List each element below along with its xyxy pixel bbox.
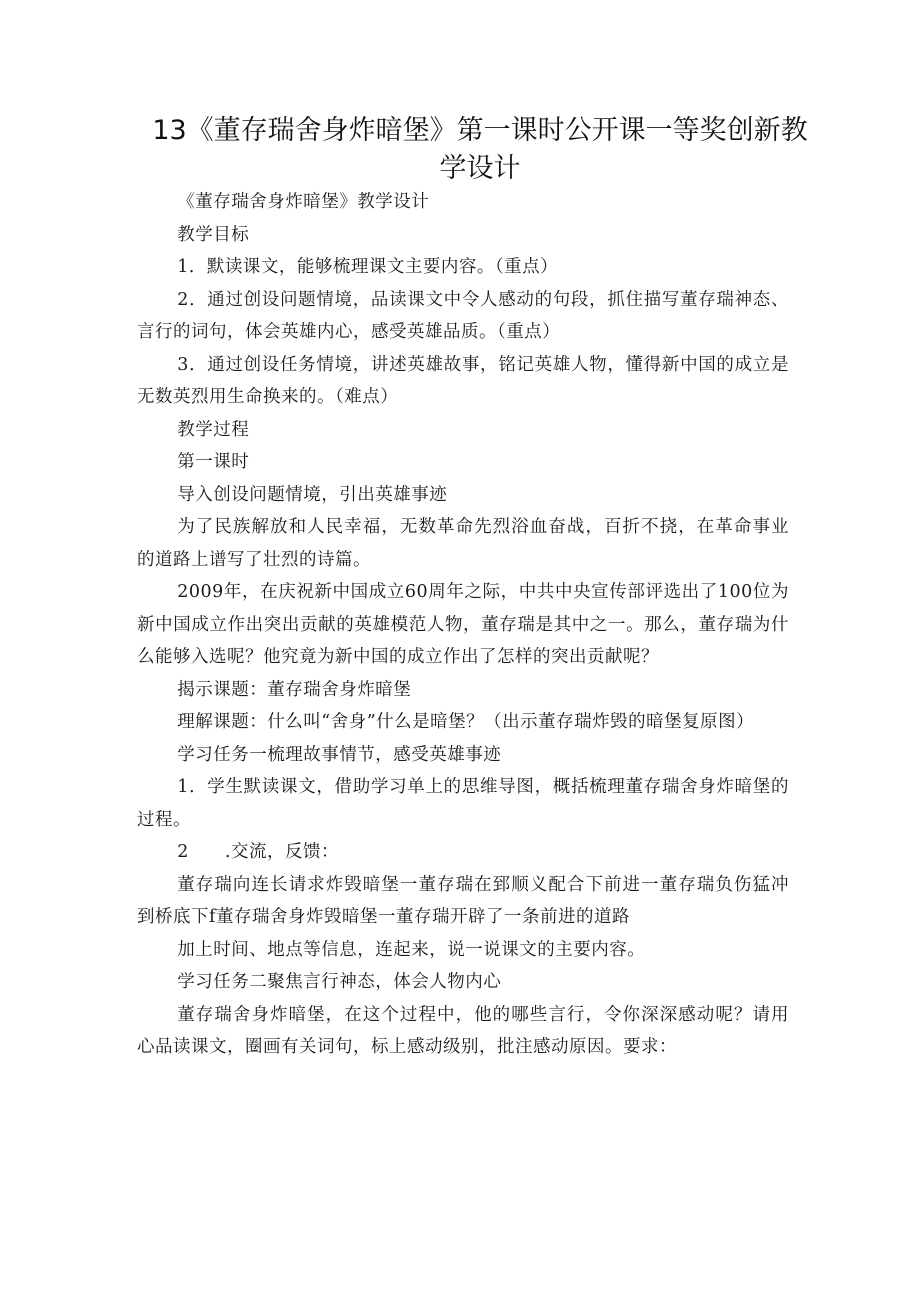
body-paragraph: 理解课题：什么叫“舍身”什么是暗堡？（出示董存瑞炸毁的暗堡复原图） — [177, 712, 755, 732]
section-heading: 教学目标 — [177, 224, 250, 245]
objective-item: 2．通过创设问题情境，品读课文中令人感动的句段，抓住描写董存瑞神态、言行的词句，体会英雄内心，感受英雄品质。（重点） — [137, 289, 789, 342]
task-item: 2 .交流，反馈： — [177, 842, 339, 862]
section-heading: 第一课时 — [177, 452, 250, 472]
body-paragraph: 2009年，在庆祝新中国成立60周年之际，中共中央宣传部评选出了100位为新中国成立作出突出贡献的英雄模范人物，董存瑞是其中之一。那么，董存瑞为什么能够入选呢？他究竟为新中国的成立作出了怎样的突出贡献呢？ — [137, 582, 789, 667]
objective-item: 3．通过创设任务情境，讲述英雄故事，铭记英雄人物，懂得新中国的成立是无数英烈用生命换来的。（难点） — [137, 354, 789, 407]
body-paragraph: 董存瑞向连长请求炸毁暗堡一董存瑞在郅顺义配合下前进一董存瑞负伤猛冲到桥底下f董存瑞舍身炸毁暗堡一董存瑞开辟了一条前进的道路 — [137, 874, 789, 927]
section-heading: 《董存瑞舍身炸暗堡》教学设计 — [177, 192, 430, 212]
task-item: 1．学生默读课文，借助学习单上的思维导图，概括梳理董存瑞舍身炸暗堡的过程。 — [137, 777, 789, 830]
document-body — [137, 186, 789, 1064]
section-heading: 学习任务一梳理故事情节，感受英雄事迹 — [177, 744, 502, 765]
body-paragraph: 为了民族解放和人民幸福，无数革命先烈浴血奋战，百折不挠，在革命事业的道路上谱写了壮烈的诗篇。 — [137, 517, 789, 570]
section-heading: 学习任务二聚焦言行神态，体会人物内心 — [177, 972, 502, 992]
document-title: 13《董存瑞舍身炸暗堡》第一课时公开课一等奖创新教学设计 — [152, 115, 808, 184]
body-paragraph: 董存瑞舍身炸暗堡，在这个过程中，他的哪些言行，令你深深感动呢？请用心品读课文，圈画有关词句，标上感动级别，批注感动原因。要求： — [137, 1004, 789, 1057]
body-paragraph: 加上时间、地点等信息，连起来，说一说课文的主要内容。 — [177, 939, 646, 960]
body-paragraph: 揭示课题：董存瑞舍身炸暗堡 — [177, 679, 412, 700]
objective-item: 1．默读课文，能够梳理课文主要内容。（重点） — [177, 257, 559, 277]
section-heading: 导入创设问题情境，引出英雄事迹 — [177, 484, 448, 505]
section-heading: 教学过程 — [177, 419, 250, 440]
